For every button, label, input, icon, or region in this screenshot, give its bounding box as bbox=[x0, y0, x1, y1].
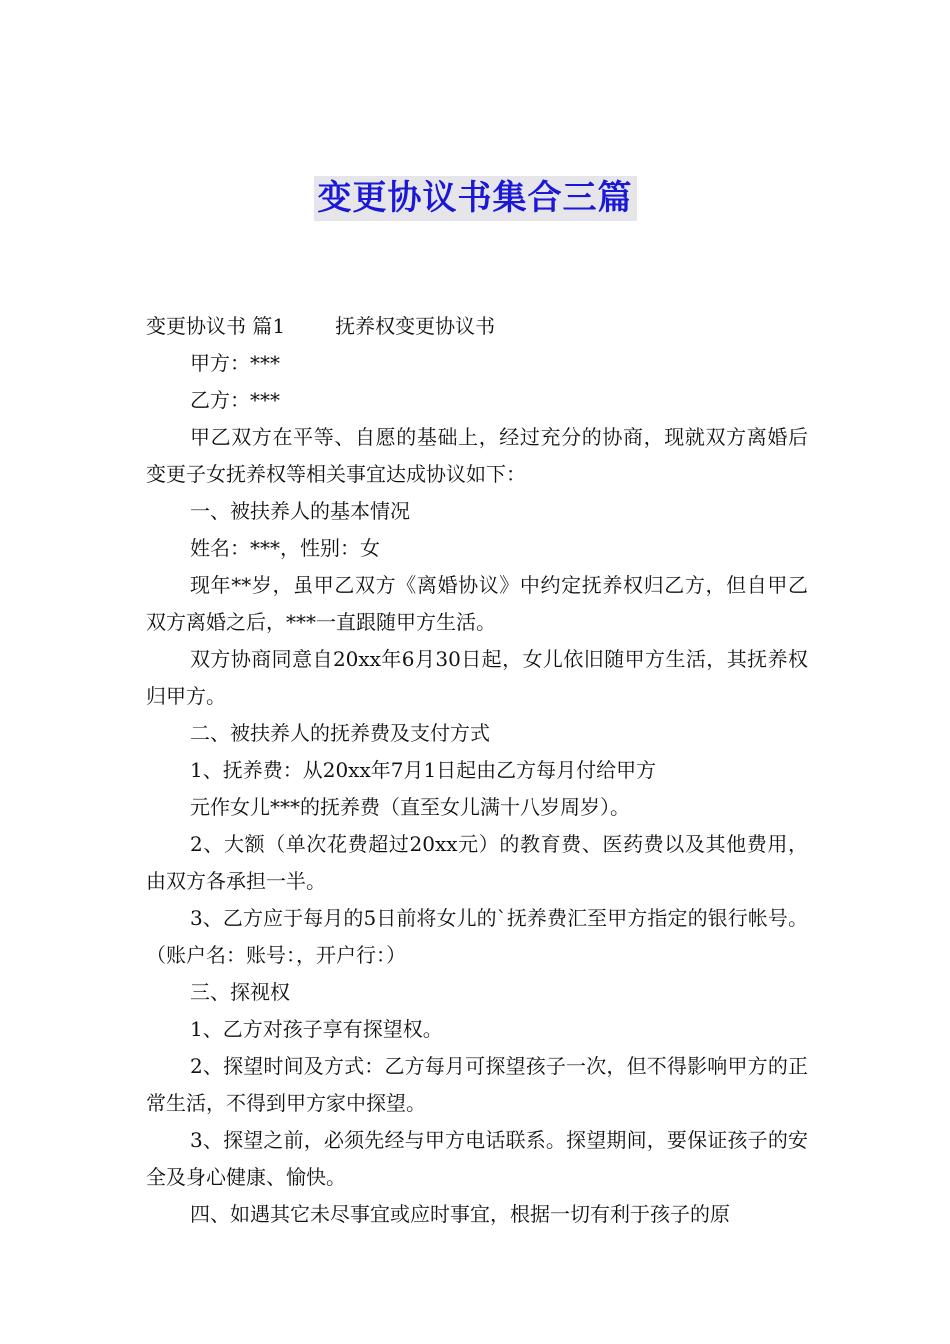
paragraph: 甲方：*** bbox=[190, 351, 280, 375]
paragraph: 元作女儿***的抚养费（直至女儿满十八岁周岁）。 bbox=[190, 795, 630, 819]
paragraph: 2、大额（单次花费超过20xx元）的教育费、医药费以及其他费用，由双方各承担一半。 bbox=[146, 832, 808, 893]
paragraph: 二、被扶养人的抚养费及支付方式 bbox=[190, 721, 490, 745]
section-heading-right: 抚养权变更协议书 bbox=[335, 314, 496, 338]
document-title: 变更协议书集合三篇 bbox=[314, 176, 637, 221]
paragraph: 一、被扶养人的基本情况 bbox=[190, 499, 410, 523]
paragraph: 四、如遇其它未尽事宜或应时事宜，根据一切有利于孩子的原 bbox=[190, 1202, 730, 1226]
paragraph: 双方协商同意自20xx年6月30日起，女儿依旧随甲方生活，其抚养权归甲方。 bbox=[146, 647, 808, 708]
section-heading bbox=[146, 308, 808, 345]
paragraph: 乙方：*** bbox=[190, 388, 280, 412]
section-heading-left: 变更协议书 篇1 bbox=[146, 314, 286, 338]
paragraph: 姓名：***，性别：女 bbox=[190, 536, 380, 560]
paragraph: 甲乙双方在平等、自愿的基础上，经过充分的协商，现就双方离婚后变更子女抚养权等相关事宜达成协议如下： bbox=[146, 425, 808, 486]
paragraph: 1、抚养费：从20xx年7月1日起由乙方每月付给甲方 bbox=[190, 758, 657, 782]
paragraph: 3、乙方应于每月的5日前将女儿的`抚养费汇至甲方指定的银行帐号。（账户名：账号：，开户行：） bbox=[146, 906, 808, 967]
paragraph: 3、探望之前，必须先经与甲方电话联系。探望期间，要保证孩子的安全及身心健康、愉快。 bbox=[146, 1128, 808, 1189]
paragraph: 现年**岁，虽甲乙双方《离婚协议》中约定抚养权归乙方，但自甲乙双方离婚之后，***一直跟随甲方生活。 bbox=[146, 573, 808, 634]
paragraph: 1、乙方对孩子享有探望权。 bbox=[190, 1017, 443, 1041]
title-container bbox=[0, 176, 950, 221]
paragraph: 2、探望时间及方式：乙方每月可探望孩子一次，但不得影响甲方的正常生活，不得到甲方家中探望。 bbox=[146, 1054, 808, 1115]
paragraph: 三、探视权 bbox=[190, 980, 290, 1004]
document-body bbox=[146, 308, 808, 1233]
